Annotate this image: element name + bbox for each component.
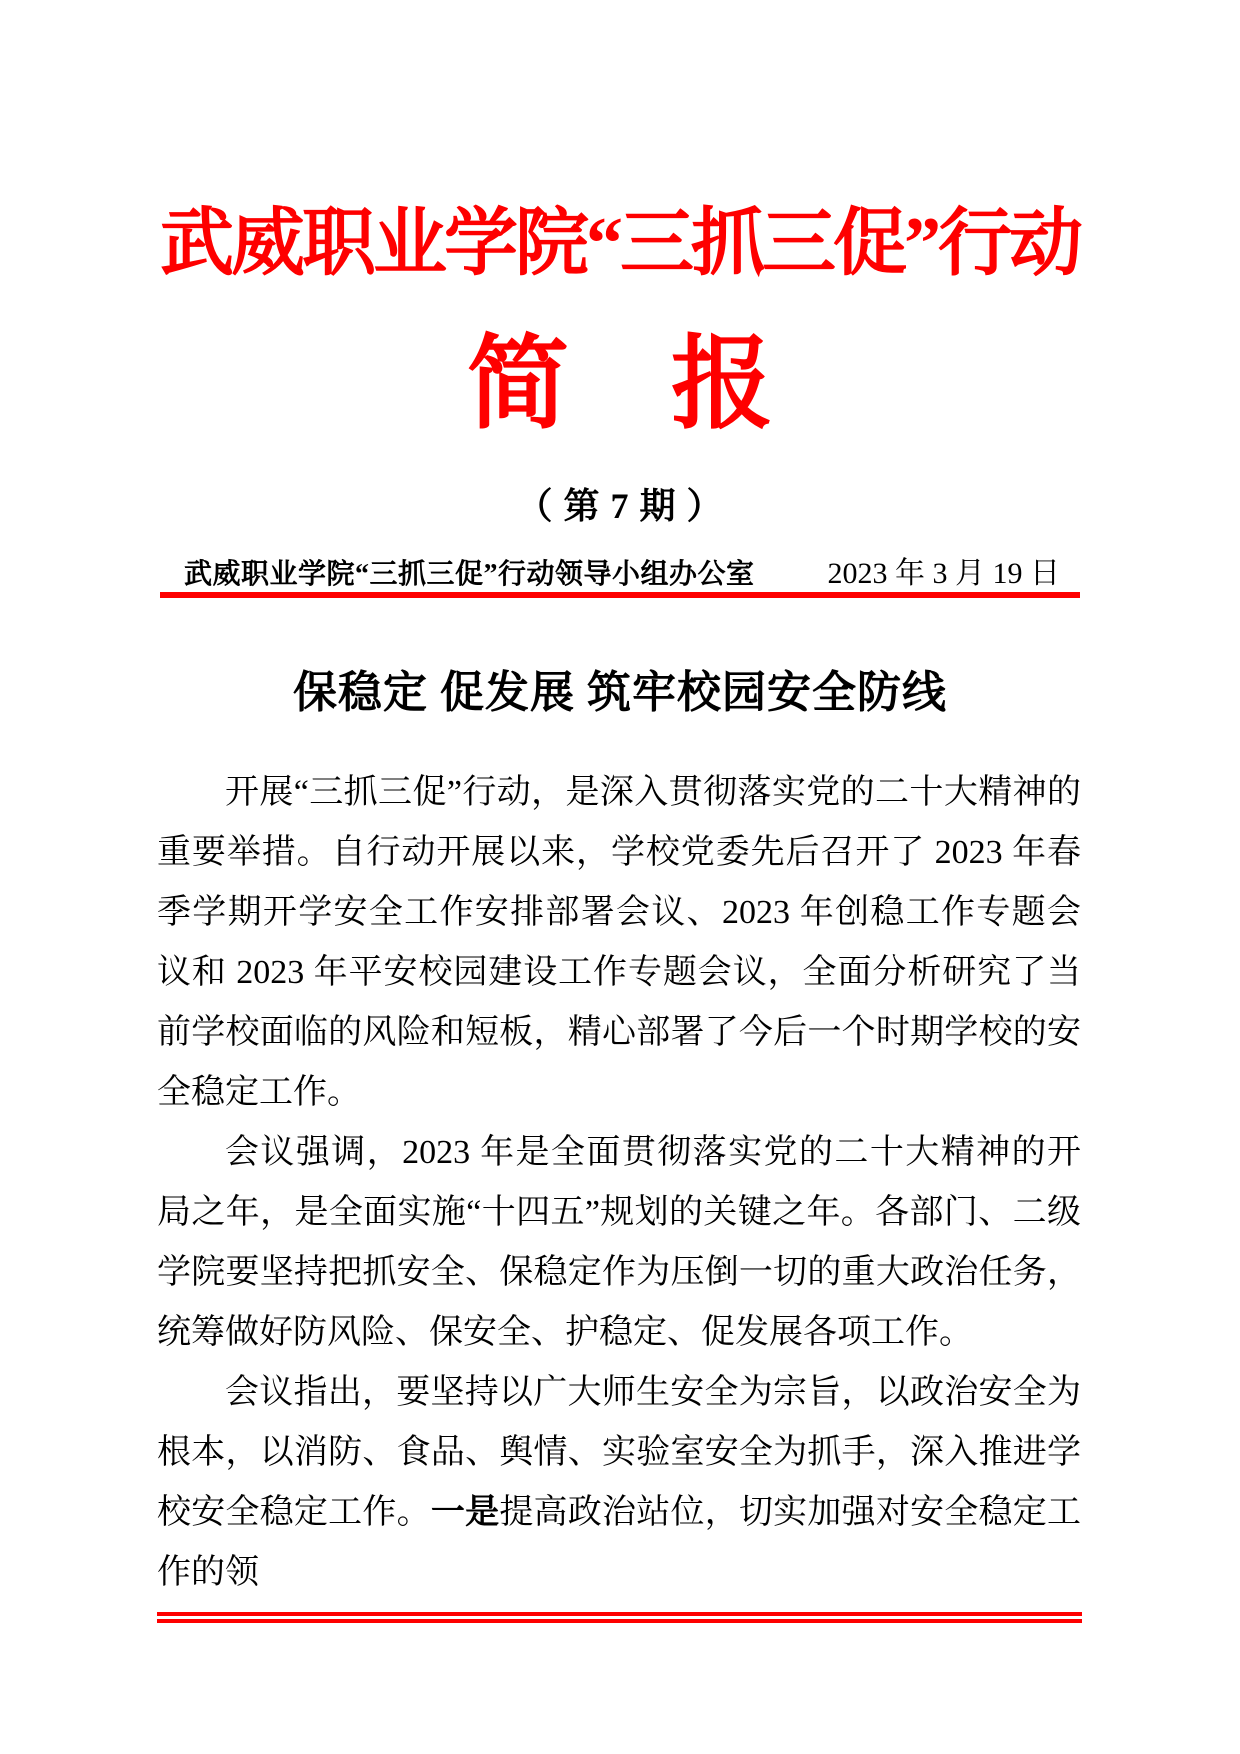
- text-run: 提高政治站位，切实加强对安全稳定工作的领: [157, 1494, 1082, 1591]
- masthead-title-line2: 简 报: [467, 329, 773, 442]
- issue-number: （ 第 7 期 ）: [516, 486, 724, 526]
- article-headline: 保稳定 促发展 筑牢校园安全防线: [293, 668, 947, 717]
- meta-row: [160, 548, 1080, 592]
- footer-double-rule: [157, 1612, 1082, 1623]
- text-run: 会议指出，要坚持以广大师生安全为宗旨，以政治安全为根本，以消防、食品、舆情、实验室安全为抓手，深入推进学校安全稳定工作。: [157, 1374, 1081, 1531]
- bold-run: 一是: [430, 1494, 500, 1531]
- masthead-title-line1: 武威职业学院“三抓三促”行动: [160, 203, 1080, 285]
- body-paragraph: [157, 1123, 1081, 1363]
- text-run: 开展“三抓三促”行动，是深入贯彻落实党的二十大精神的重要举措。自行动开展以来，学校党委先后召开了 2023 年春季学期开学安全工作安排部署会议、2023 年创稳工作专题会议和 2023 年平安校园建设工作专题会议，全面分析研究了当前学校面临的风险和短板，精心部署了今后一个时期学校的安全稳定工作。: [157, 774, 1081, 1111]
- article-body: [157, 763, 1081, 1603]
- body-paragraph: [157, 763, 1081, 1123]
- body-paragraph: [157, 1363, 1081, 1603]
- header-rule: [160, 592, 1080, 598]
- text-run: 会议强调，2023 年是全面贯彻落实党的二十大精神的开局之年，是全面实施“十四五”规划的关键之年。各部门、二级学院要坚持把抓安全、保稳定作为压倒一切的重大政治任务，统筹做好防风险、保安全、护稳定、促发展各项工作。: [157, 1134, 1081, 1351]
- issue-date: 2023 年 3 月 19 日: [827, 557, 1060, 590]
- issuing-office: 武威职业学院“三抓三促”行动领导小组办公室: [184, 559, 755, 590]
